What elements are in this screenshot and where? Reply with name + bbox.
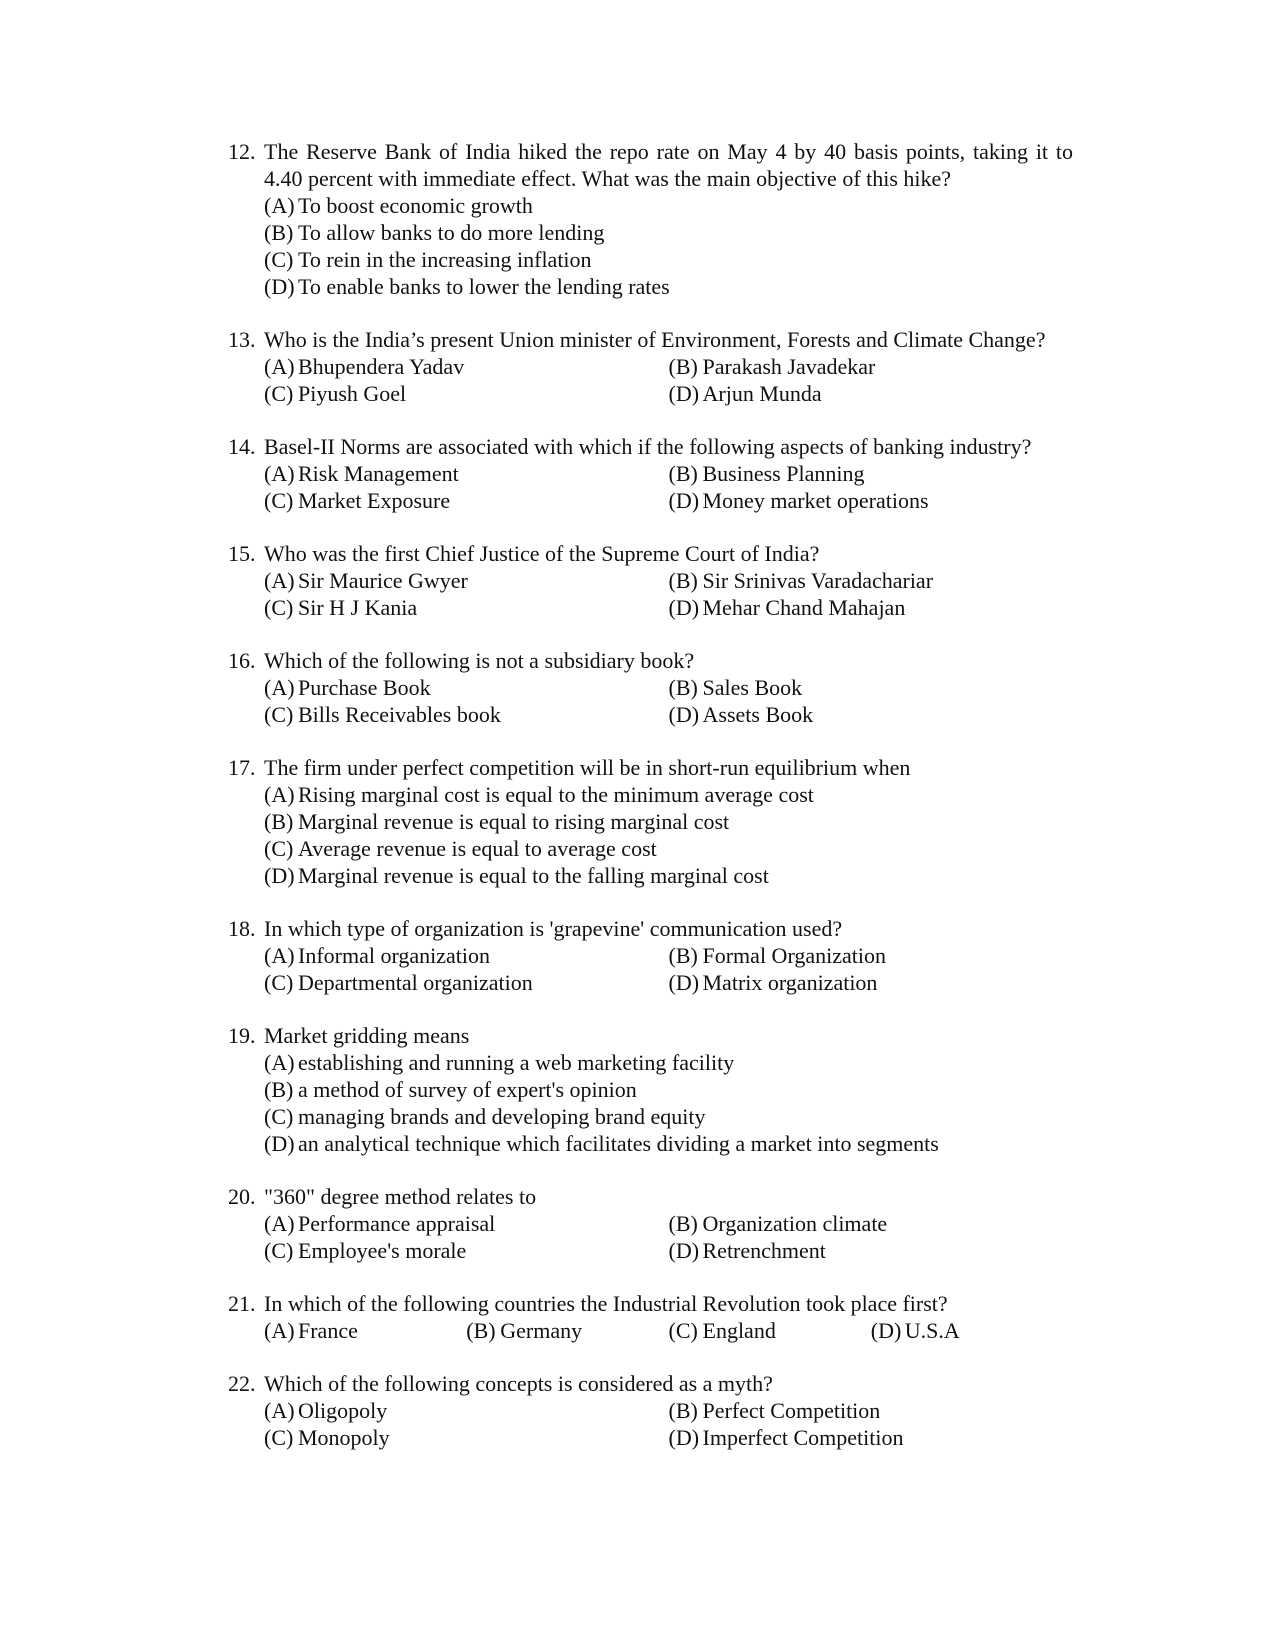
question-text	[228, 1290, 1073, 1317]
answer-option	[264, 1397, 669, 1424]
question-number: 16.	[228, 648, 256, 673]
option-row	[264, 1210, 1073, 1237]
answer-option	[669, 701, 1074, 728]
option-label: (A)	[264, 943, 295, 968]
answer-options	[228, 1317, 1073, 1344]
answer-option	[264, 460, 669, 487]
answer-option	[264, 192, 1073, 219]
question-text	[228, 754, 1073, 781]
option-label: (A)	[264, 461, 295, 486]
question-number: 18.	[228, 916, 256, 941]
question-stem: The Reserve Bank of India hiked the repo rate on May 4 by 40 basis points, taking it to 4.40 percent with immediate effect. What was the main objective of this hike?	[264, 139, 1073, 191]
option-label: (D)	[668, 1425, 700, 1450]
option-label: (A)	[264, 568, 295, 593]
option-text: Retrenchment	[702, 1238, 826, 1263]
option-row	[264, 192, 1073, 219]
option-row	[264, 808, 1073, 835]
question-page	[228, 138, 1073, 1477]
option-text: To enable banks to lower the lending rates	[298, 274, 670, 299]
option-text: Business Planning	[702, 461, 865, 486]
answer-option	[264, 1210, 669, 1237]
option-label: (D)	[668, 488, 700, 513]
question-text	[228, 540, 1073, 567]
option-label: (B)	[668, 675, 698, 700]
option-label: (B)	[264, 809, 294, 834]
option-label: (C)	[264, 836, 294, 861]
option-text: Sir Maurice Gwyer	[298, 568, 468, 593]
option-text: Monopoly	[298, 1425, 390, 1450]
question-item	[228, 326, 1073, 407]
option-row	[264, 460, 1073, 487]
answer-option	[669, 1424, 1074, 1451]
option-label: (C)	[264, 702, 294, 727]
option-row	[264, 1076, 1073, 1103]
option-text: Marginal revenue is equal to the falling marginal cost	[298, 863, 769, 888]
question-stem: Market gridding means	[264, 1023, 470, 1048]
option-text: Arjun Munda	[702, 381, 822, 406]
option-label: (D)	[668, 595, 700, 620]
option-row	[264, 1237, 1073, 1264]
question-item	[228, 1290, 1073, 1344]
option-text: Employee's morale	[298, 1238, 467, 1263]
option-text: managing brands and developing brand equity	[298, 1104, 706, 1129]
option-label: (C)	[264, 970, 294, 995]
question-number: 17.	[228, 755, 256, 780]
answer-options	[228, 567, 1073, 621]
answer-option	[466, 1317, 668, 1344]
option-row	[264, 219, 1073, 246]
question-item	[228, 1183, 1073, 1264]
option-label: (B)	[668, 943, 698, 968]
answer-options	[228, 1049, 1073, 1157]
question-number: 21.	[228, 1291, 256, 1316]
option-label: (C)	[264, 1238, 294, 1263]
option-row	[264, 594, 1073, 621]
option-label: (C)	[264, 1425, 294, 1450]
answer-option	[264, 1237, 669, 1264]
answer-option	[264, 487, 669, 514]
question-number: 13.	[228, 327, 256, 352]
option-label: (A)	[264, 1050, 295, 1075]
answer-option	[264, 273, 1073, 300]
option-label: (B)	[466, 1318, 496, 1343]
answer-options	[228, 192, 1073, 300]
answer-option	[669, 594, 1074, 621]
option-row	[264, 969, 1073, 996]
option-row	[264, 701, 1073, 728]
option-label: (C)	[264, 381, 294, 406]
question-text	[228, 138, 1073, 192]
option-label: (A)	[264, 354, 295, 379]
option-text: Sir H J Kania	[298, 595, 418, 620]
question-text	[228, 1022, 1073, 1049]
option-row	[264, 942, 1073, 969]
option-label: (D)	[668, 381, 700, 406]
answer-option	[264, 1049, 1073, 1076]
option-label: (D)	[264, 1131, 295, 1156]
option-text: Bills Receivables book	[298, 702, 501, 727]
option-text: To allow banks to do more lending	[298, 220, 605, 245]
question-item	[228, 138, 1073, 300]
option-row	[264, 380, 1073, 407]
question-item	[228, 433, 1073, 514]
question-number: 19.	[228, 1023, 256, 1048]
answer-option	[669, 487, 1074, 514]
question-stem: Who was the first Chief Justice of the Supreme Court of India?	[264, 541, 820, 566]
option-text: an analytical technique which facilitates dividing a market into segments	[298, 1131, 939, 1156]
option-row	[264, 1397, 1073, 1424]
answer-option	[669, 942, 1074, 969]
question-stem: Who is the India’s present Union minister of Environment, Forests and Climate Change?	[264, 327, 1046, 352]
option-text: a method of survey of expert's opinion	[298, 1077, 637, 1102]
option-text: England	[702, 1318, 776, 1343]
option-label: (B)	[668, 568, 698, 593]
question-stem: "360" degree method relates to	[264, 1184, 537, 1209]
answer-option	[264, 862, 1073, 889]
option-text: Parakash Javadekar	[702, 354, 876, 379]
answer-options	[228, 942, 1073, 996]
answer-option	[264, 353, 669, 380]
answer-option	[669, 380, 1074, 407]
option-label: (D)	[264, 863, 295, 888]
option-text: Formal Organization	[702, 943, 886, 968]
option-row	[264, 674, 1073, 701]
option-row	[264, 1049, 1073, 1076]
option-text: Sales Book	[702, 675, 803, 700]
option-label: (B)	[668, 1398, 698, 1423]
option-text: Piyush Goel	[298, 381, 407, 406]
option-text: Organization climate	[702, 1211, 888, 1236]
option-label: (B)	[264, 220, 294, 245]
answer-option	[264, 781, 1073, 808]
option-label: (C)	[668, 1318, 698, 1343]
option-label: (B)	[668, 461, 698, 486]
option-text: To rein in the increasing inflation	[298, 247, 592, 272]
answer-option	[669, 1397, 1074, 1424]
question-item	[228, 915, 1073, 996]
answer-options	[228, 674, 1073, 728]
answer-option	[871, 1317, 1073, 1344]
answer-option	[669, 1210, 1074, 1237]
answer-option	[264, 1103, 1073, 1130]
answer-option	[264, 246, 1073, 273]
option-label: (A)	[264, 1398, 295, 1423]
option-text: Germany	[500, 1318, 583, 1343]
question-stem: In which type of organization is 'grapevine' communication used?	[264, 916, 843, 941]
question-text	[228, 1370, 1073, 1397]
answer-option	[669, 1237, 1074, 1264]
option-row	[264, 1130, 1073, 1157]
option-label: (D)	[668, 1238, 700, 1263]
option-text: Departmental organization	[298, 970, 533, 995]
option-label: (A)	[264, 675, 295, 700]
question-item	[228, 540, 1073, 621]
question-number: 15.	[228, 541, 256, 566]
option-row	[264, 567, 1073, 594]
question-stem: Which of the following is not a subsidiary book?	[264, 648, 695, 673]
question-text	[228, 326, 1073, 353]
answer-option	[264, 1076, 1073, 1103]
option-text: Oligopoly	[298, 1398, 388, 1423]
question-item	[228, 754, 1073, 889]
option-row	[264, 1103, 1073, 1130]
option-text: Perfect Competition	[702, 1398, 881, 1423]
option-row	[264, 781, 1073, 808]
option-row	[264, 273, 1073, 300]
question-stem: In which of the following countries the Industrial Revolution took place first?	[264, 1291, 948, 1316]
answer-option	[264, 1317, 466, 1344]
option-text: Rising marginal cost is equal to the minimum average cost	[298, 782, 814, 807]
option-label: (C)	[264, 247, 294, 272]
option-text: Bhupendera Yadav	[298, 354, 465, 379]
option-label: (D)	[870, 1318, 902, 1343]
option-text: Imperfect Competition	[702, 1425, 904, 1450]
question-text	[228, 647, 1073, 674]
answer-options	[228, 353, 1073, 407]
question-stem: Which of the following concepts is considered as a myth?	[264, 1371, 773, 1396]
option-label: (D)	[668, 702, 700, 727]
option-text: Risk Management	[298, 461, 459, 486]
answer-option	[669, 674, 1074, 701]
question-text	[228, 915, 1073, 942]
option-text: Mehar Chand Mahajan	[702, 595, 906, 620]
answer-option	[264, 594, 669, 621]
option-text: Money market operations	[702, 488, 929, 513]
option-text: Average revenue is equal to average cost	[298, 836, 657, 861]
option-text: Performance appraisal	[298, 1211, 496, 1236]
option-label: (C)	[264, 488, 294, 513]
option-text: Matrix organization	[702, 970, 878, 995]
option-text: Assets Book	[702, 702, 814, 727]
answer-option	[669, 567, 1074, 594]
option-label: (A)	[264, 1318, 295, 1343]
question-item	[228, 1370, 1073, 1451]
option-row	[264, 1424, 1073, 1451]
option-label: (B)	[668, 354, 698, 379]
answer-option	[264, 1424, 669, 1451]
answer-options	[228, 1210, 1073, 1264]
option-row	[264, 353, 1073, 380]
answer-option	[669, 969, 1074, 996]
option-label: (C)	[264, 595, 294, 620]
question-item	[228, 647, 1073, 728]
option-label: (A)	[264, 193, 295, 218]
option-text: To boost economic growth	[298, 193, 533, 218]
option-text: Sir Srinivas Varadachariar	[702, 568, 934, 593]
option-text: Market Exposure	[298, 488, 451, 513]
option-label: (A)	[264, 782, 295, 807]
answer-option	[669, 353, 1074, 380]
option-label: (B)	[668, 1211, 698, 1236]
question-number: 22.	[228, 1371, 256, 1396]
answer-option	[669, 460, 1074, 487]
option-row	[264, 487, 1073, 514]
option-row	[264, 835, 1073, 862]
answer-option	[264, 969, 669, 996]
question-stem: Basel-II Norms are associated with which if the following aspects of banking industry?	[264, 434, 1032, 459]
answer-option	[264, 835, 1073, 862]
option-row	[264, 1317, 1073, 1344]
question-item	[228, 1022, 1073, 1157]
option-text: Marginal revenue is equal to rising marginal cost	[298, 809, 730, 834]
option-label: (D)	[668, 970, 700, 995]
answer-options	[228, 1397, 1073, 1451]
answer-option	[264, 674, 669, 701]
question-text	[228, 433, 1073, 460]
option-row	[264, 862, 1073, 889]
answer-option	[264, 567, 669, 594]
option-text: establishing and running a web marketing facility	[298, 1050, 735, 1075]
option-row	[264, 246, 1073, 273]
question-text	[228, 1183, 1073, 1210]
question-number: 20.	[228, 1184, 256, 1209]
answer-option	[264, 219, 1073, 246]
answer-option	[264, 380, 669, 407]
option-text: U.S.A	[904, 1318, 960, 1343]
answer-option	[264, 701, 669, 728]
option-text: Informal organization	[298, 943, 491, 968]
answer-option	[669, 1317, 871, 1344]
option-label: (B)	[264, 1077, 294, 1102]
option-label: (A)	[264, 1211, 295, 1236]
answer-options	[228, 460, 1073, 514]
answer-option	[264, 942, 669, 969]
answer-options	[228, 781, 1073, 889]
answer-option	[264, 1130, 1073, 1157]
answer-option	[264, 808, 1073, 835]
option-label: (D)	[264, 274, 295, 299]
option-text: France	[298, 1318, 358, 1343]
option-text: Purchase Book	[298, 675, 431, 700]
option-label: (C)	[264, 1104, 294, 1129]
question-stem: The firm under perfect competition will be in short-run equilibrium when	[264, 755, 911, 780]
question-number: 12.	[228, 139, 256, 164]
question-number: 14.	[228, 434, 256, 459]
